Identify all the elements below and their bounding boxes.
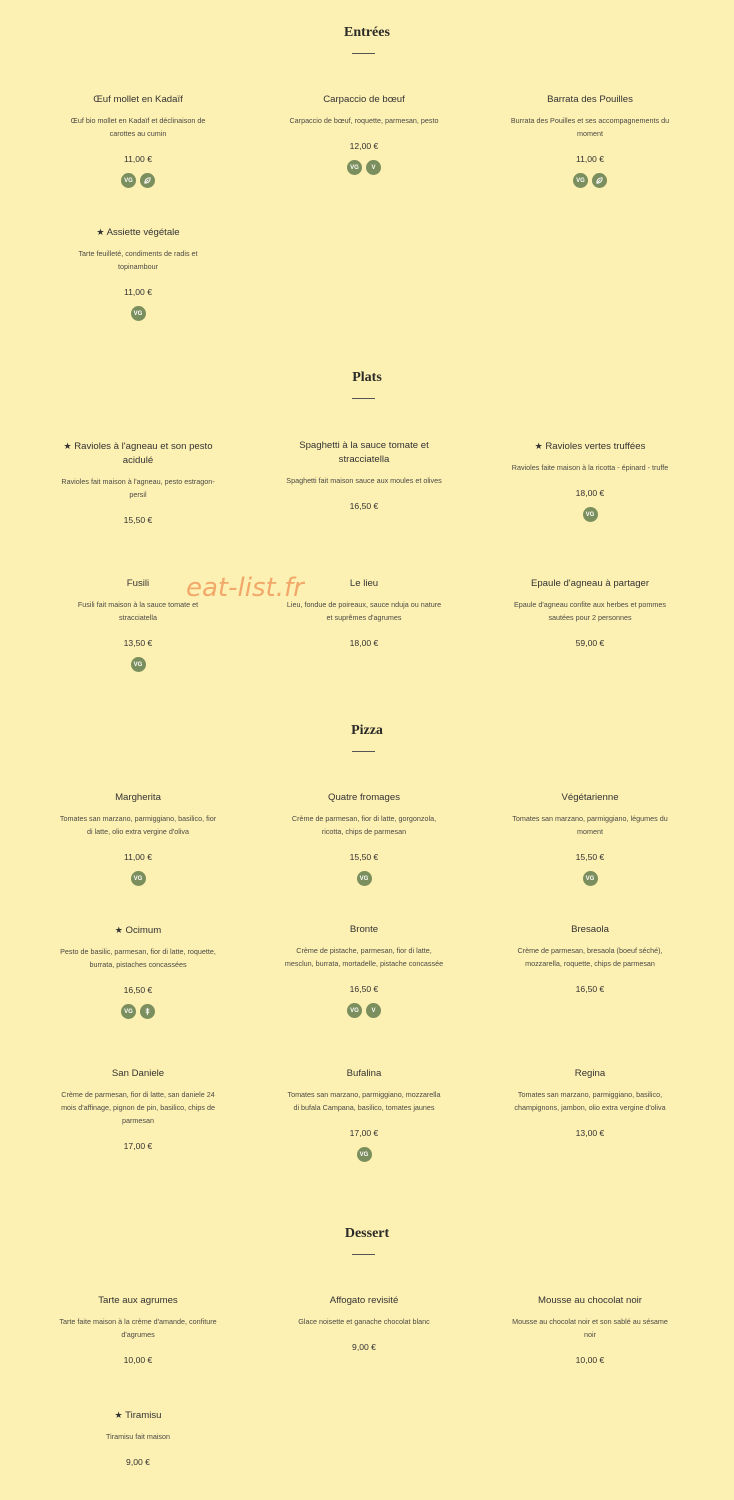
menu-item-price: 18,00 € [575,488,605,498]
leaf-icon [140,173,155,188]
menu-item-name-text: Quatre fromages [328,792,400,803]
diet-badges [500,871,680,886]
menu-item-name-text: Margherita [115,792,161,803]
menu-item-name-text: Carpaccio de bœuf [323,94,405,105]
menu-item-name [274,1294,454,1308]
diet-badges [48,657,228,672]
menu-item-name-text: Spaghetti à la sauce tomate et stracciatella [299,440,429,465]
menu-item-name [48,1408,228,1423]
watermark: eat-list.fr [186,573,304,603]
menu-item-description: Pesto de basilic, parmesan, fior di latte, roquette, burrata, pistaches concassées [60,947,216,969]
diet-badges [48,306,228,321]
menu-item-description: Fusili fait maison à la sauce tomate et stracciatella [77,600,199,622]
menu-item-description: Tarte feuilleté, condiments de radis et topinambour [78,249,198,271]
menu-item-name [500,923,680,937]
menu-item-description: Crème de parmesan, fior di latte, gorgonzola, ricotta, chips de parmesan [291,814,437,836]
menu-item [48,1294,228,1365]
menu-item [274,93,454,175]
vegetarian-badge: VG [347,1003,362,1018]
menu-item-description: Crème de parmesan, bresaola (boeuf séché), mozzarella, roquette, chips de parmesan [517,946,663,968]
menu-item [48,791,228,886]
menu-item-price: 16,50 € [349,501,379,511]
section-divider [352,751,375,752]
menu-item-name-text: San Daniele [111,1068,165,1079]
menu-item [500,923,680,994]
menu-item [500,1294,680,1365]
menu-item [274,791,454,886]
section-divider [352,53,375,54]
menu-item-name-text: Ocimum [125,925,162,936]
menu-item-name [48,225,228,240]
menu-item [500,93,680,188]
menu-item-name-text: Affogato revisité [329,1295,399,1306]
menu-item-description: Crème de pistache, parmesan, fior di latte, mesclun, burrata, mortadelle, pistache concassée [284,946,444,968]
menu-item-name [500,1294,680,1308]
menu-item [500,791,680,886]
menu-item-name-text: Œuf mollet en Kadaïf [93,94,183,105]
menu-item-price: 11,00 € [575,154,605,164]
menu-item [274,923,454,1018]
section-divider [352,398,375,399]
diet-badges [274,871,454,886]
section-title: Entrées [344,25,390,40]
menu-item-price: 15,50 € [349,852,379,862]
diet-badges [274,1003,454,1018]
menu-item-name [48,923,228,938]
menu-item-price: 13,50 € [123,638,153,648]
menu-item [48,923,228,1019]
vegetarian-badge: VG [347,160,362,175]
menu-item-description: Tomates san marzano, parmiggiano, basilico, champignons, jambon, olio extra vergine d'oliva [514,1090,666,1112]
menu-item-name-text: Ravioles vertes truffées [545,441,646,452]
diet-badges [500,507,680,522]
menu-item-price: 18,00 € [349,638,379,648]
menu-item-name-text: Epaule d'agneau à partager [530,578,650,589]
vegetarian-badge: VG [131,871,146,886]
star-icon: ★ [534,441,543,451]
menu-item-description: Crème de parmesan, fior di latte, san daniele 24 mois d'affinage, pignon de pin, basilico, chips de parmesan [61,1090,215,1125]
menu-item [500,439,680,522]
menu-item-name [500,1067,680,1081]
menu-item [274,439,454,511]
menu-item [48,93,228,188]
menu-item-price: 59,00 € [575,638,605,648]
vegan-badge: V [366,1003,381,1018]
menu-item-price: 15,50 € [575,852,605,862]
menu-item-price: 13,00 € [575,1128,605,1138]
menu-item-description: Spaghetti fait maison sauce aux moules et olives [286,476,442,485]
menu-item-name-text: Bufalina [346,1068,382,1079]
menu-item [48,1067,228,1151]
menu-item-name [48,439,228,468]
diet-badges [274,1147,454,1162]
vegetarian-badge: VG [583,871,598,886]
menu-item-description: Ravioles faite maison à la ricotta - épinard - truffe [511,463,669,472]
menu-item-name [274,439,454,467]
menu-item-description: Mousse au chocolat noir et son sablé au sésame noir [512,1317,668,1339]
menu-item [500,1067,680,1138]
menu-item-name-text: Tarte aux agrumes [98,1295,178,1306]
menu-item-name-text: Regina [574,1068,606,1079]
menu-item-price: 15,50 € [123,515,153,525]
menu-item-price: 11,00 € [123,154,153,164]
vegetarian-badge: VG [131,306,146,321]
menu-item-name [274,923,454,937]
diet-badges [48,1004,228,1019]
menu-item-name [48,791,228,805]
menu-item-name-text: Végétarienne [561,792,619,803]
menu-item-description: Lieu, fondue de poireaux, sauce nduja ou nature et suprêmes d'agrumes [286,600,442,622]
menu-item-name [274,791,454,805]
diet-badges [48,871,228,886]
leaf-icon [592,173,607,188]
menu-item-price: 10,00 € [123,1355,153,1365]
menu-item-price: 17,00 € [123,1141,153,1151]
vegetarian-badge: VG [131,657,146,672]
menu-item-name [500,439,680,454]
menu-item-description: Tiramisu fait maison [105,1432,171,1441]
menu-item-name-text: Le lieu [349,578,379,589]
menu-item-description: Tarte faite maison à la crème d'amande, confiture d'agrumes [59,1317,217,1339]
menu-item-description: Œuf bio mollet en Kadaïf et déclinaison de carottes au cumin [70,116,206,138]
menu-item-price: 9,00 € [126,1457,150,1467]
vegetarian-badge: VG [357,1147,372,1162]
menu-item-price: 10,00 € [575,1355,605,1365]
menu-item-description: Carpaccio de bœuf, roquette, parmesan, pesto [289,116,439,125]
menu-item-description: Glace noisette et ganache chocolat blanc [298,1317,430,1326]
diet-badges [274,160,454,175]
menu-item-price: 9,00 € [352,1342,376,1352]
menu-item-description: Ravioles fait maison à l'agneau, pesto estragon-persil [61,477,215,499]
menu-item-price: 16,50 € [349,984,379,994]
menu-item-name-text: Fusili [126,578,150,589]
vegetarian-badge: VG [583,507,598,522]
menu-item-price: 11,00 € [123,852,153,862]
menu-item-price: 16,50 € [123,985,153,995]
vegetarian-badge: VG [121,173,136,188]
menu-item [48,1408,228,1467]
menu-item [500,577,680,648]
wheat-icon [140,1004,155,1019]
menu-item-description: Tomates san marzano, parmiggiano, mozzarella di bufala Campana, basilico, tomates jaunes [287,1090,441,1112]
menu-item-price: 17,00 € [349,1128,379,1138]
menu-item [274,1067,454,1162]
menu-item [274,1294,454,1352]
menu-item-name [48,93,228,107]
star-icon: ★ [63,441,72,451]
vegan-badge: V [366,160,381,175]
menu-item-name-text: Bronte [349,924,379,935]
vegetarian-badge: VG [357,871,372,886]
menu-item-name [500,791,680,805]
menu-item-price: 16,50 € [575,984,605,994]
menu-item-price: 11,00 € [123,287,153,297]
menu-item-name-text: Mousse au chocolat noir [538,1295,642,1306]
menu-item-description: Epaule d'agneau confite aux herbes et pommes sautées pour 2 personnes [513,600,666,622]
vegetarian-badge: VG [573,173,588,188]
menu-item-description: Tomates san marzano, parmiggiano, légumes du moment [512,814,668,836]
menu-item-price: 12,00 € [349,141,379,151]
menu-item-description: Tomates san marzano, parmiggiano, basilico, fior di latte, olio extra vergine d'oliva [59,814,217,836]
section-divider [352,1254,375,1255]
menu-item-name [500,93,680,107]
menu-item-name [48,1294,228,1308]
diet-badges [500,173,680,188]
star-icon: ★ [96,227,105,237]
menu-item-name [274,93,454,107]
menu-item-name-text: Barrata des Pouilles [547,94,633,105]
star-icon: ★ [114,925,123,935]
menu-item-name-text: Ravioles à l'agneau et son pesto acidulé [74,441,213,466]
menu-item-name-text: Bresaola [571,924,609,935]
menu-item-name [48,1067,228,1081]
menu-item [48,439,228,525]
menu-item-name-text: Tiramisu [125,1410,162,1421]
section-title: Pizza [351,723,383,738]
section-title: Dessert [344,1226,390,1241]
menu-item-description: Burrata des Pouilles et ses accompagnements du moment [510,116,670,138]
diet-badges [48,173,228,188]
section-title: Plats [352,370,382,385]
menu-item-name [274,1067,454,1081]
vegetarian-badge: VG [121,1004,136,1019]
star-icon: ★ [114,1410,123,1420]
menu-item-name-text: Assiette végétale [106,227,180,238]
menu-item-name [500,577,680,591]
menu-item [48,225,228,321]
